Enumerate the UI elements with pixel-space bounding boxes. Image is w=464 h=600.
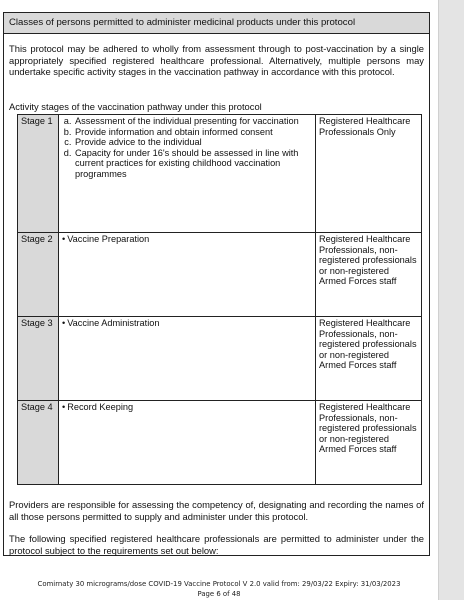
activity-item: • Vaccine Preparation: [62, 234, 312, 245]
stage-label: Stage 1: [18, 115, 59, 233]
footer-document-line: Comirnaty 30 micrograms/dose COVID-19 Vaccine Protocol V 2.0 valid from: 29/03/22 Expiry: 31/03/2023: [37, 580, 401, 588]
stage-label: Stage 4: [18, 401, 59, 485]
intro-paragraph: This protocol may be adhered to wholly from assessment through to post-vaccination by a single appropriately specified registered healthcare professional. Alternatively, multiple persons may undertake specific activity stages in the vaccination pathway in accordance with this protocol.: [9, 43, 424, 78]
stage-label: Stage 3: [18, 317, 59, 401]
stage-permitted-persons: Registered Healthcare Professionals, non-registered professionals or non-registered Armed Forces staff: [316, 233, 422, 317]
stages-heading: Activity stages of the vaccination pathway under this protocol: [9, 101, 262, 112]
activity-list: [62, 318, 312, 329]
section-header: Classes of persons permitted to administer medicinal products under this protocol: [4, 13, 429, 34]
activity-stages-table: [17, 114, 422, 485]
protocol-section-box: [3, 12, 430, 556]
stage-activities: [59, 317, 316, 401]
activity-list: [62, 234, 312, 245]
table-row: [18, 233, 422, 317]
activity-item: • Record Keeping: [62, 402, 312, 413]
stage-permitted-persons: Registered Healthcare Professionals, non-registered professionals or non-registered Armed Forces staff: [316, 401, 422, 485]
stage-activities: [59, 115, 316, 233]
activity-list: [62, 402, 312, 413]
permitted-professionals-paragraph: The following specified registered healthcare professionals are permitted to administer under the protocol subject to the requirements set out below:: [9, 533, 424, 556]
activity-item: b. Provide information and obtain informed consent: [74, 127, 312, 138]
footer-page-number: Page 6 of 48: [197, 590, 241, 598]
activity-item: a. Assessment of the individual presenting for vaccination: [74, 116, 312, 127]
stage-activities: [59, 401, 316, 485]
stage-activities: [59, 233, 316, 317]
activity-list: [62, 116, 312, 180]
table-row: [18, 115, 422, 233]
activity-item: c. Provide advice to the individual: [74, 137, 312, 148]
viewer-side-rail: [438, 0, 464, 600]
table-row: [18, 317, 422, 401]
stage-permitted-persons: Registered Healthcare Professionals Only: [316, 115, 422, 233]
activity-item: • Vaccine Administration: [62, 318, 312, 329]
providers-paragraph: Providers are responsible for assessing the competency of, designating and recording the names of all those persons permitted to supply and administer under this protocol.: [9, 499, 424, 522]
table-row: [18, 401, 422, 485]
activity-item: d. Capacity for under 16's should be assessed in line with current practices for existing childhood vaccination programmes: [74, 148, 312, 180]
stage-label: Stage 2: [18, 233, 59, 317]
stage-permitted-persons: Registered Healthcare Professionals, non-registered professionals or non-registered Armed Forces staff: [316, 317, 422, 401]
